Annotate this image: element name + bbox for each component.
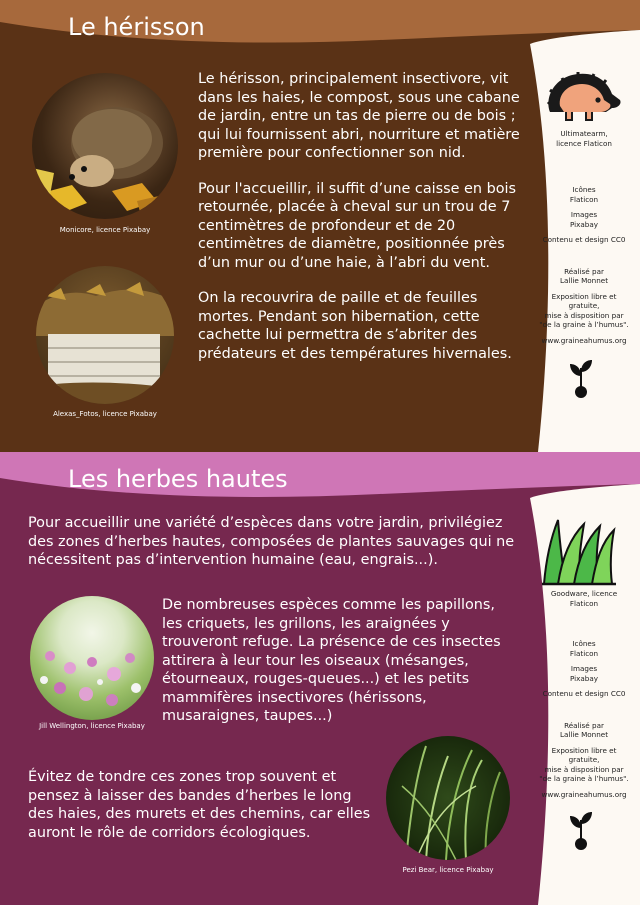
herbes-paragraph-1: Pour accueillir une variété d’espèces dans votre jardin, privilégiez des zones d’herbes hautes, composées de plantes sauvages qui ne nécessitent pas d’intervention humaine (eau, engrais...). (28, 515, 515, 568)
herisson-paragraph: Pour l'accueillir, il suffit d’une caisse en bois retournée, placée à cheval sur un trou de 7 centimètres de profondeur et de 20 centimètres de diamètre, positionnée près d’un mur ou d’une haie, à l’abri du vent. (198, 180, 517, 271)
hedgehog-photo (32, 73, 178, 219)
herisson-icon-credit: Ultimatearm, licence Flaticon (556, 129, 612, 148)
herisson-title: Le hérisson (68, 13, 205, 41)
meadow-flowers-photo (30, 596, 154, 720)
herisson-panel (0, 0, 640, 452)
grass-photo-credit: Pezi Bear, licence Pixabay (402, 866, 494, 874)
seedling-logo-icon (566, 810, 596, 852)
herisson-website: www.graineahumus.org (541, 335, 627, 345)
house-photo-credit: Alexas_Fotos, licence Pixabay (53, 410, 157, 418)
herisson-paragraph: On la recouvrira de paille et de feuilles mortes. Pendant son hibernation, cette cachette lui permettra de s’abriter des prédateurs et des températures hivernales. (198, 290, 512, 362)
herbes-icon-credit: Goodware, licence Flaticon (550, 589, 618, 608)
herisson-text (198, 70, 520, 363)
herbes-panel (0, 452, 640, 905)
hedgehog-house-photo (36, 266, 174, 404)
hedgehog-photo-credit: Monicore, licence Pixabay (59, 226, 151, 234)
grass-icon (540, 514, 618, 586)
herbes-paragraph-3: Évitez de tondre ces zones trop souvent et pensez à laisser des bandes d’herbes le long des haies, des murets et des chemins, car elles auront le rôle de corridors écologiques. (28, 769, 371, 841)
seedling-logo-icon (566, 358, 596, 400)
herisson-paragraph: Le hérisson, principalement insectivore, vit dans les haies, le compost, sous une cabane de jardin, entre un tas de pierre ou de bois ; qui lui fournissent abri, nourriture et matière première pour confectionner son nid. (198, 71, 520, 161)
flowers-photo-credit: Jill Wellington, licence Pixabay (39, 722, 145, 730)
tall-grass-photo (386, 736, 510, 860)
herisson-credits: Icônes Flaticon Images Pixabay Contenu et design CC0 Réalisé par Lallie Monnet Exposition libre et gratuite, mise à disposition par "de la graine à l’humus". www.graineahumus.org (536, 185, 632, 345)
herbes-website: www.graineahumus.org (541, 789, 627, 799)
herbes-paragraph-2: De nombreuses espèces comme les papillons, les criquets, les grillons, les araignées y trouveront refuge. La présence de ces insectes attirera à leur tour les oiseaux (mésanges, étourneaux, rouges-queues...) et les petits mammifères insectivores (hérissons, musaraignes, taupes...) (162, 597, 501, 724)
herbes-title: Les herbes hautes (68, 465, 288, 493)
hedgehog-icon (542, 66, 624, 128)
herbes-credits: Icônes Flaticon Images Pixabay Contenu et design CC0 Réalisé par Lallie Monnet Exposition libre et gratuite, mise à disposition par "de la graine à l’humus". www.graineahumus.org (536, 639, 632, 799)
